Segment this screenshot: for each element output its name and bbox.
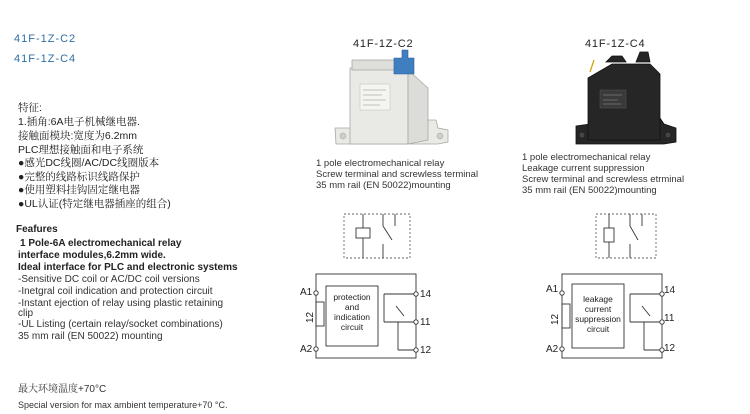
features-en-line: 35 mm rail (EN 50022) mounting bbox=[18, 331, 163, 342]
features-cn-title: 特征: bbox=[18, 102, 42, 114]
features-cn-line: 接触面模块:宽度为6.2mm bbox=[18, 130, 138, 142]
pin-12: 12 bbox=[664, 343, 676, 354]
model-label-c4: 41F-1Z-C4 bbox=[14, 53, 77, 65]
features-cn-line: ●感光DC线圈/AC/DC线圈版本 bbox=[18, 157, 160, 169]
features-cn-line: ●UL认证(特定继电器插座的组合) bbox=[18, 198, 171, 210]
product-c4-title: 41F-1Z-C4 bbox=[585, 38, 646, 50]
product-c2-desc: 1 pole electromechanical relay bbox=[316, 158, 445, 169]
features-cn-line: ●完整的线路标识线路保护 bbox=[18, 171, 140, 183]
pin-a2: A2 bbox=[300, 344, 313, 355]
ambient-en: Special version for max ambient temperature+70 °C. bbox=[18, 400, 228, 410]
product-c2-title: 41F-1Z-C2 bbox=[353, 38, 414, 50]
features-en-line: -Instant ejection of relay using plastic retaining bbox=[18, 298, 224, 309]
features-en-line: -Sensitive DC coil or AC/DC coil versions bbox=[18, 274, 200, 285]
pin-11: 11 bbox=[420, 317, 431, 328]
product-c2-desc: 35 mm rail (EN 50022)mounting bbox=[316, 180, 451, 191]
features-en-line: -Inetgral coil indication and protection circuit bbox=[18, 286, 213, 297]
protection-circuit-label: protection and indication circuit bbox=[333, 292, 371, 332]
pin-14: 14 bbox=[664, 285, 676, 296]
features-cn-line: 1.插角:6A电子机械继电器. bbox=[18, 116, 140, 128]
features-en-bold-line: Ideal interface for PLC and electronic systems bbox=[18, 262, 238, 273]
coil-label: 12 bbox=[550, 313, 561, 325]
coil-label: 12 bbox=[305, 311, 316, 323]
features-cn-line: PLC理想接触面和电子系统 bbox=[18, 144, 144, 156]
features-cn-line: ●使用塑料挂钩固定继电器 bbox=[18, 184, 140, 196]
pin-a2: A2 bbox=[546, 344, 559, 355]
pin-a1: A1 bbox=[546, 284, 559, 295]
product-c4-desc: 1 pole electromechanical relay bbox=[522, 152, 651, 163]
suppression-circuit-label: leakage current suppression circuit bbox=[575, 294, 621, 334]
features-en-line: clip bbox=[18, 308, 34, 319]
product-c4-desc: Leakage current suppression bbox=[522, 163, 645, 174]
features-en-title: Feafures bbox=[16, 224, 58, 235]
product-c2-desc: Screw terminal and screwless terminal bbox=[316, 169, 479, 180]
features-en-line: -UL Listing (certain relay/socket combinations) bbox=[18, 319, 223, 330]
ambient-cn: 最大环境温度+70°C bbox=[18, 384, 107, 395]
product-c4-desc: 35 mm rail (EN 50022)mounting bbox=[522, 185, 657, 196]
product-c4-desc: Screw terminal and screwless etrminal bbox=[522, 174, 685, 185]
pin-14: 14 bbox=[420, 289, 432, 300]
features-en-bold-line: 1 Pole-6A electromechanical relay bbox=[20, 238, 182, 249]
pin-11: 11 bbox=[664, 313, 675, 324]
pin-12: 12 bbox=[420, 345, 432, 356]
model-label-c2: 41F-1Z-C2 bbox=[14, 33, 77, 45]
features-en-bold-line: interface modules,6.2mm wide. bbox=[18, 250, 166, 261]
pin-a1: A1 bbox=[300, 287, 313, 298]
